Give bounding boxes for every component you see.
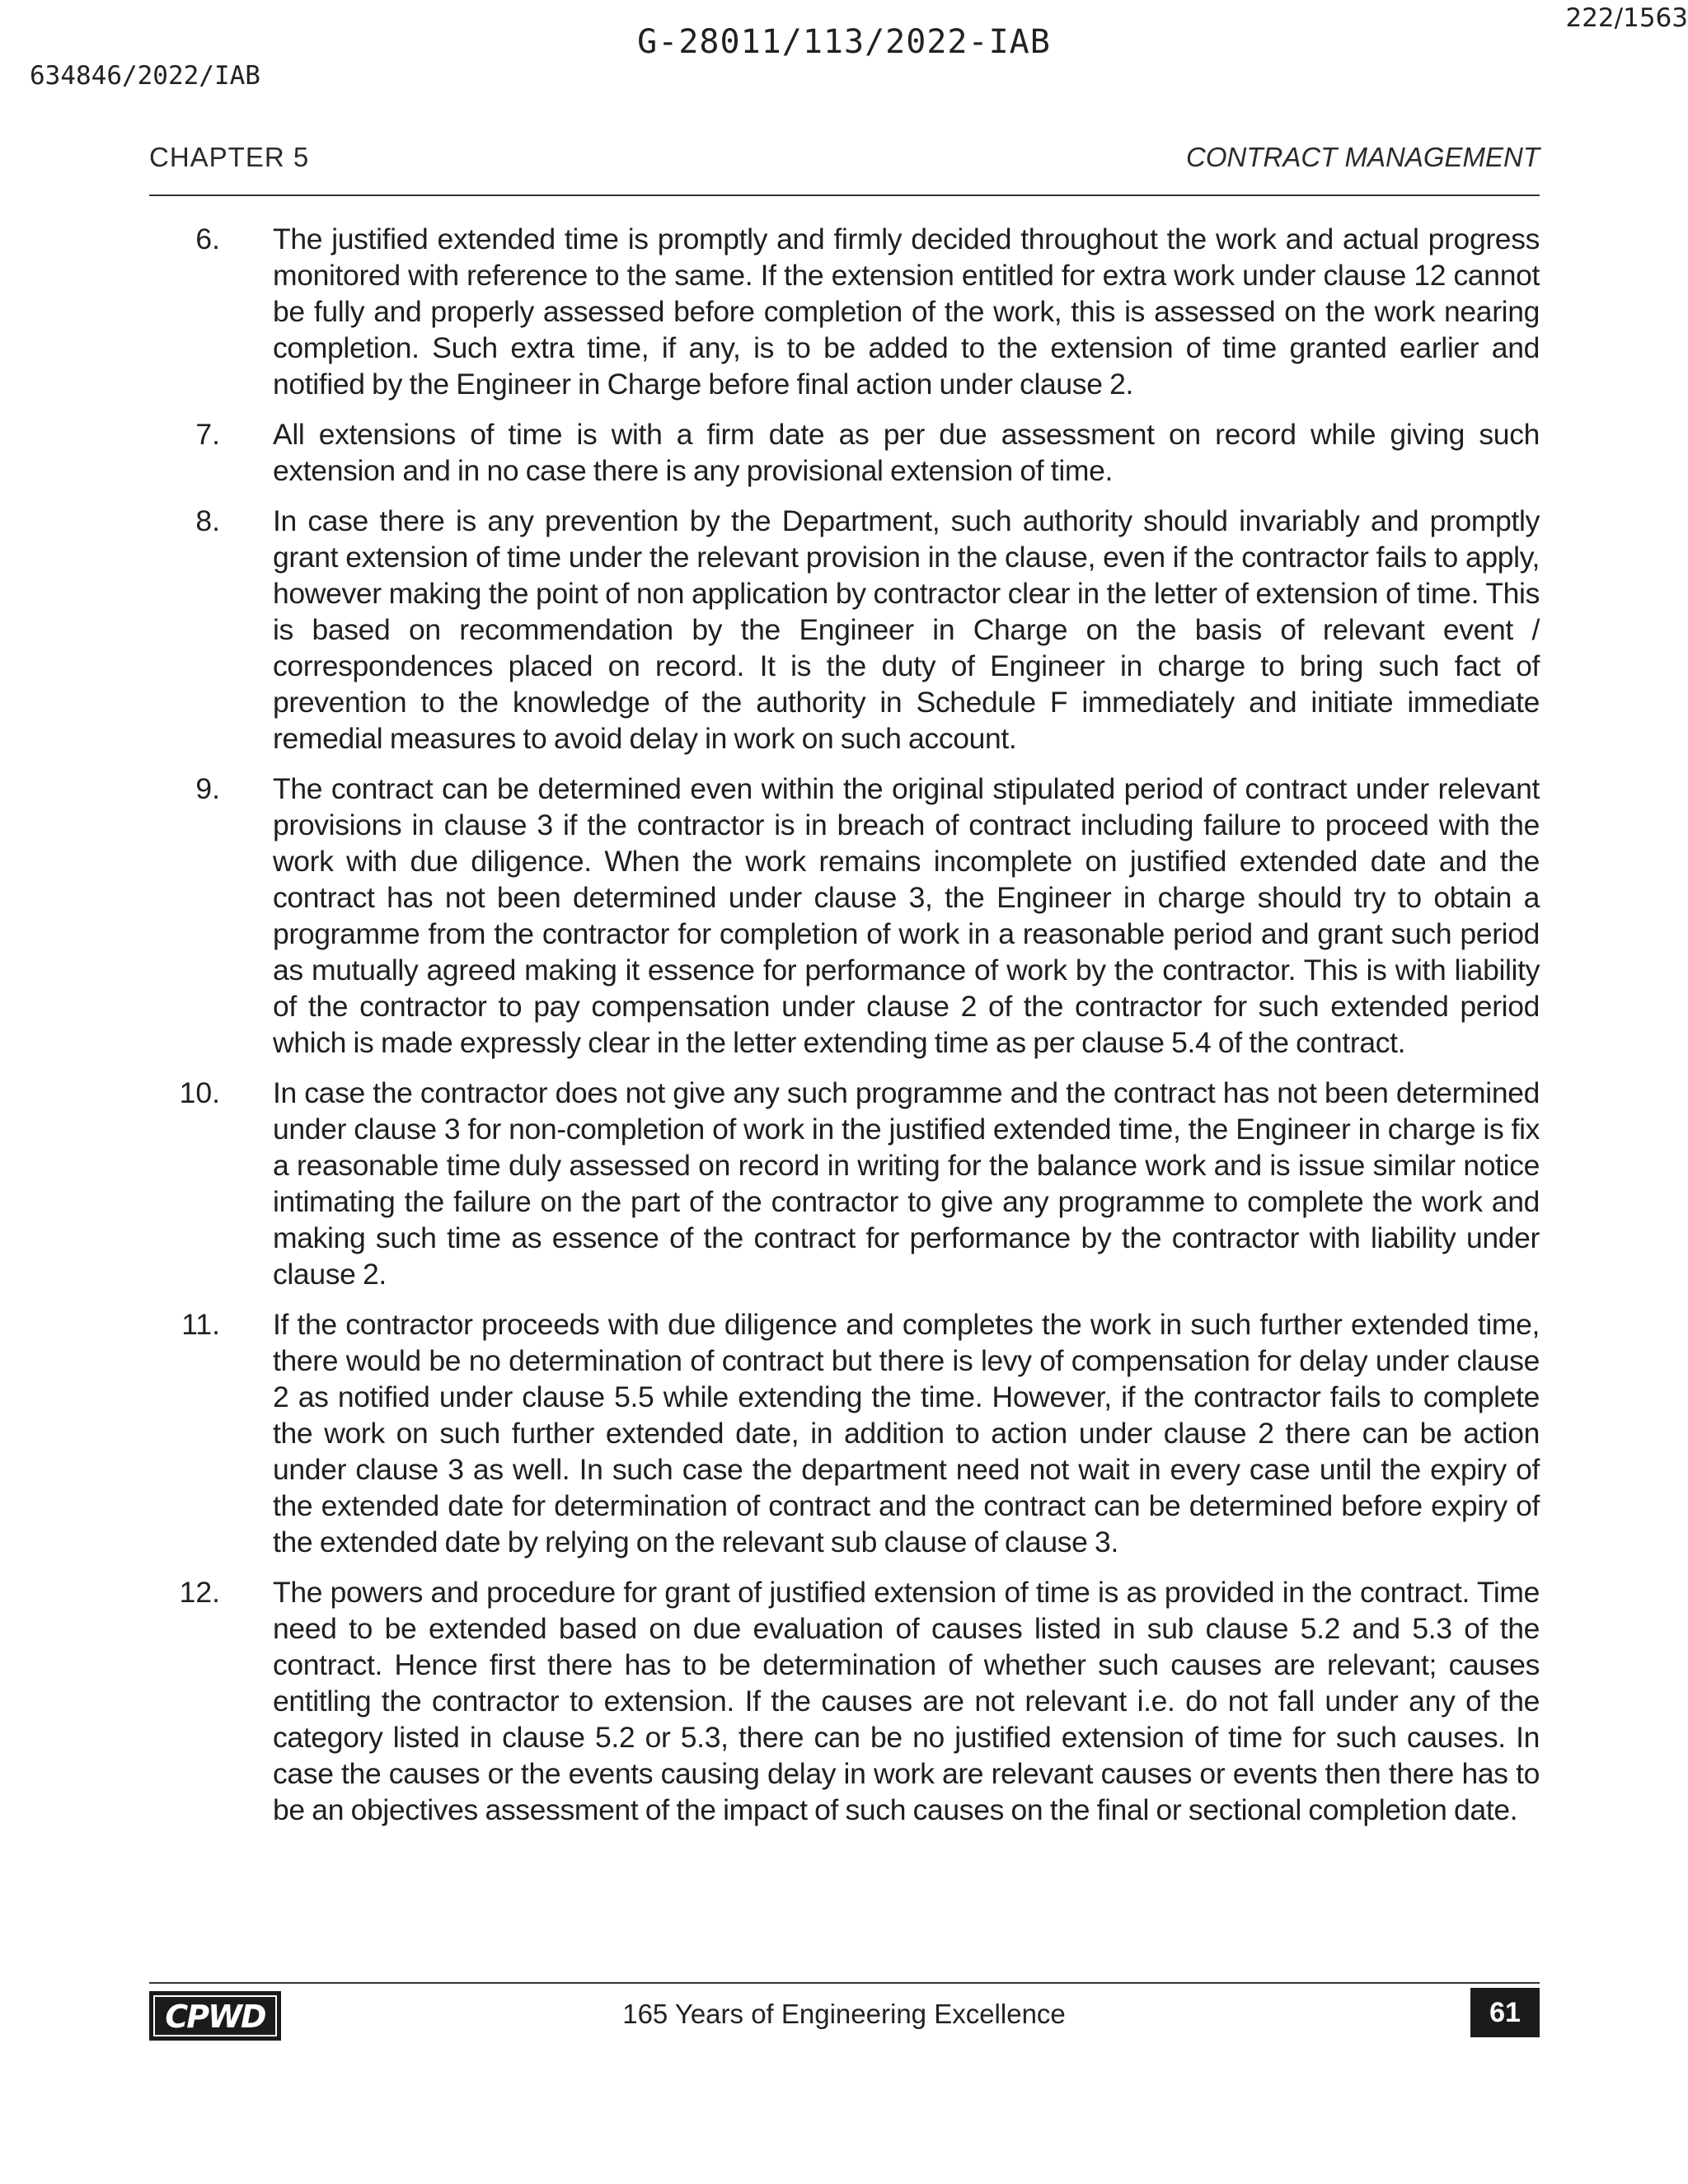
clause-number: 8. bbox=[195, 504, 220, 537]
section-title: CONTRACT MANAGEMENT bbox=[1186, 142, 1540, 172]
clause-item bbox=[149, 503, 1540, 757]
clause-text: In case there is any prevention by the Department, such authority should invariably and promptly grant extension of time under the relevant provision in the clause, even if the contractor fails to apply, however making the point of non application by contractor clear in the letter of extension of time. This is based on recommendation by the Engineer in Charge on the basis of relevant event / correspondences placed on record. It is the duty of Engineer in charge to bring such fact of prevention to the knowledge of the authority in Schedule F immediately and initiate immediate remedial measures to avoid delay in work on such account. bbox=[273, 504, 1540, 755]
footer-tagline: 165 Years of Engineering Excellence bbox=[622, 1999, 1066, 2029]
receipt-number-stamp: 634846/2022/IAB bbox=[30, 61, 260, 91]
page-number: 61 bbox=[1470, 1988, 1540, 2037]
clause-number: 12. bbox=[179, 1576, 220, 1609]
clause-item bbox=[149, 1306, 1540, 1560]
clause-text: All extensions of time is with a firm date as per due assessment on record while giving such extension and in no case there is any provisional extension of time. bbox=[273, 418, 1540, 487]
clause-item bbox=[149, 416, 1540, 489]
chapter-label: CHAPTER 5 bbox=[149, 142, 310, 172]
clause-number: 9. bbox=[195, 772, 220, 805]
clause-text: The justified extended time is promptly and firmly decided throughout the work and actual progress monitored with reference to the same. If the extension entitled for extra work under clause 12 cannot be fully and properly assessed before completion of the work, this is assessed on the work nearing completion. Such extra time, if any, is to be added to the extension of time granted earlier and notified by the Engineer in Charge before final action under clause 2. bbox=[273, 223, 1540, 401]
clause-item bbox=[149, 221, 1540, 402]
clause-number: 10. bbox=[179, 1076, 220, 1109]
page-counter: 222/1563 bbox=[1565, 3, 1688, 33]
clause-item bbox=[149, 1075, 1540, 1292]
clause-number: 11. bbox=[181, 1308, 220, 1341]
clause-text: The powers and procedure for grant of justified extension of time is as provided in the contract. Time need to be extended based on due evaluation of causes listed in sub clause 5.2 and 5.3 of the contract. Hence first there has to be determination of whether such causes are relevant; causes entitling the contractor to extension. If the causes are not relevant i.e. do not fall under any of the category listed in clause 5.2 or 5.3, there can be no justified extension of time for such causes. In case the causes or the events causing delay in work are relevant causes or events then there has to be an objectives assessment of the impact of such causes on the final or sectional completion date. bbox=[273, 1576, 1540, 1826]
clause-text: In case the contractor does not give any such programme and the contract has not been determined under clause 3 for non-completion of work in the justified extended time, the Engineer in charge is fix a reasonable time duly assessed on record in writing for the balance work and is issue similar notice intimating the failure on the part of the contractor to give any programme to complete the work and making such time as essence of the contract for performance by the contractor with liability under clause 2. bbox=[273, 1076, 1540, 1291]
file-number-stamp: G-28011/113/2022-IAB bbox=[637, 23, 1051, 61]
cpwd-logo-text: CPWD bbox=[165, 1999, 265, 2035]
clause-text: The contract can be determined even within the original stipulated period of contract under relevant provisions in clause 3 if the contractor is in breach of contract including failure to proceed with the work with due diligence. When the work remains incomplete on justified extended date and the contract has not been determined under clause 3, the Engineer in charge should try to obtain a programme from the contractor for completion of work in a reasonable period and grant such period as mutually agreed making it essence for performance of work by the contractor. This is with liability of the contractor to pay compensation under clause 2 of the contractor for such extended period which is made expressly clear in the letter extending time as per clause 5.4 of the contract. bbox=[273, 772, 1540, 1059]
clause-number: 6. bbox=[195, 223, 220, 255]
clause-list bbox=[149, 221, 1540, 1842]
clause-text: If the contractor proceeds with due diligence and completes the work in such further extended time, there would be no determination of contract but there is levy of compensation for delay under clause 2 as notified under clause 5.5 while extending the time. However, if the contractor fails to complete the work on such further extended date, in addition to action under clause 2 there can be action under clause 3 as well. In such case the department need not wait in every case until the expiry of the extended date for determination of contract and the contract can be determined before expiry of the extended date by relying on the relevant sub clause of clause 3. bbox=[273, 1308, 1540, 1558]
header-divider bbox=[149, 194, 1540, 196]
clause-number: 7. bbox=[195, 418, 220, 451]
footer-divider bbox=[149, 1982, 1540, 1984]
clause-item bbox=[149, 771, 1540, 1061]
clause-item bbox=[149, 1574, 1540, 1828]
